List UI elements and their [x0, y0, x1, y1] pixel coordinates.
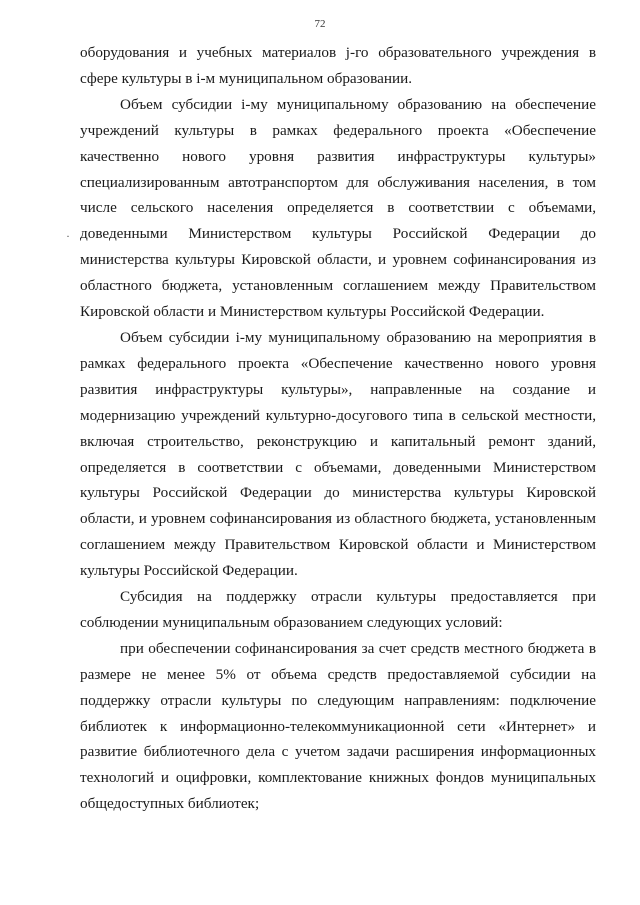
margin-mark: · [66, 229, 70, 243]
page-number: 72 [314, 18, 326, 30]
paragraph-subsidy-rural-culture: Объем субсидии i-му муниципальному образованию на мероприятия в рамках федерального проекта «Обеспечение качественно нового уровня развития инфраструктуры культуры», направленные на создание и модернизацию учреждений культурно-досугового типа в сельской местности, включая строительство, реконструкцию и капитальный ремонт зданий, определяется в соответствии с объемами, доведенными Министерством культуры Российской Федерации до министерства культуры Кировской области, и уровнем софинансирования из областного бюджета, установленным соглашением между Правительством Кировской области и Министерством культуры Российской Федерации. [80, 328, 596, 580]
document-body [80, 40, 596, 817]
paragraph-subsidy-conditions: Субсидия на поддержку отрасли культуры предоставляется при соблюдении муниципальным образованием следующих условий: [80, 588, 596, 631]
paragraph-cofinancing-condition: при обеспечении софинансирования за счет средств местного бюджета в размере не менее 5% от объема средств предоставляемой субсидии на поддержку отрасли культуры по следующим направлениям: подключение библиотек к информационно-телекоммуникационной сети «Интернет» и развитие библиотечного дела с учетом задачи расширения информационных технологий и оцифровки, комплектование книжных фондов муниципальных общедоступных библиотек; [80, 639, 596, 813]
paragraph-subsidy-autotransport: Объем субсидии i-му муниципальному образованию на обеспечение учреждений культуры в рамках федерального проекта «Обеспечение качественно нового уровня развития инфраструктуры культуры» специализированным автотранспортом для обслуживания населения, в том числе сельского населения определяется в соответствии с объемами, доведенными Министерством культуры Российской Федерации до министерства культуры Кировской области, и уровнем софинансирования из областного бюджета, установленным соглашением между Правительством Кировской области и Министерством культуры Российской Федерации. [80, 95, 596, 321]
paragraph-continuation: оборудования и учебных материалов j-го образовательного учреждения в сфере культуры в i-м муниципальном образовании. [80, 44, 596, 87]
